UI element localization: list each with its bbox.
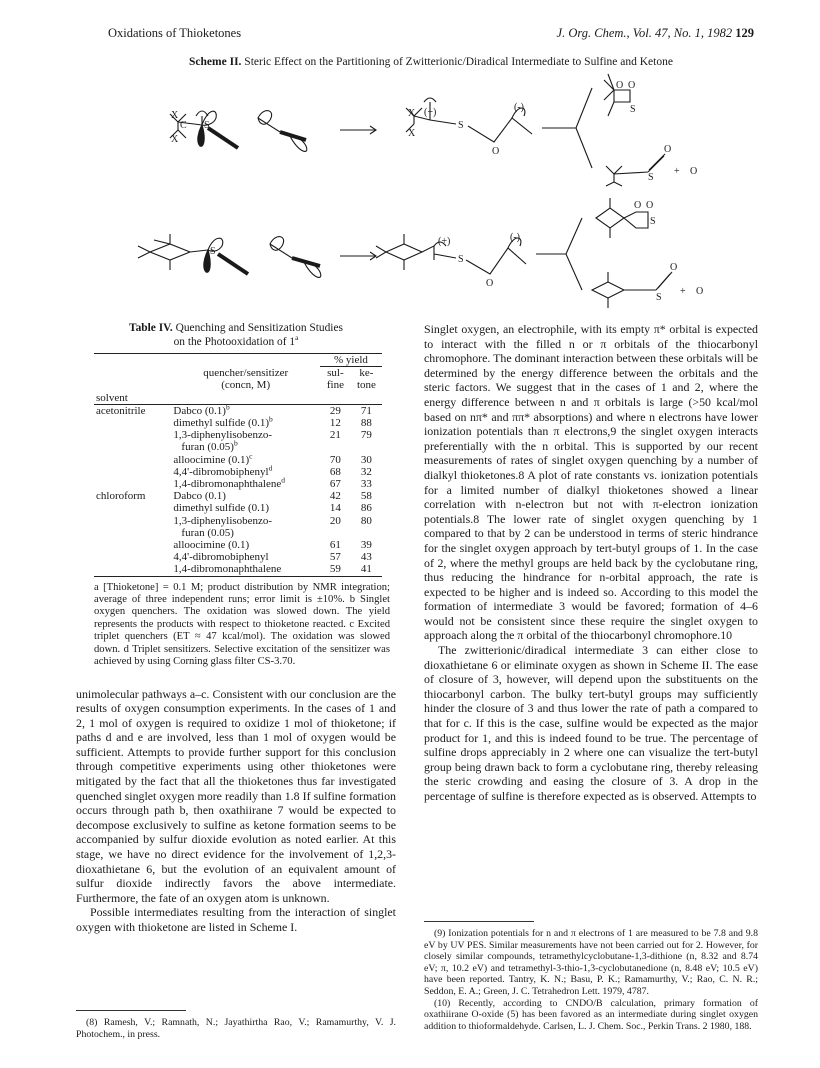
footnotes-left: [76, 1017, 396, 1040]
table-row: [94, 417, 382, 429]
svg-text:O: O: [628, 80, 636, 91]
sulfine-yield-cell: 12: [329, 417, 341, 430]
quencher-cell: 4,4'-dibromobiphenyl: [173, 551, 269, 564]
ketone-yield-cell: 43: [360, 551, 372, 564]
svg-text:X: X: [171, 110, 179, 121]
sulfine-yield-cell: [320, 441, 351, 453]
svg-text:O: O: [616, 80, 624, 91]
svg-text:(+): (+): [424, 107, 437, 118]
table-row: [94, 441, 382, 453]
footnote-marker: c: [249, 450, 253, 460]
table-body: [94, 404, 382, 576]
table-row: [94, 515, 382, 527]
svg-text:S: S: [204, 120, 210, 131]
solvent-cell: [94, 454, 171, 466]
row2-reactant-structure: [138, 234, 208, 270]
ketone-yield-cell: [351, 527, 382, 539]
quencher-cell: Dabco (0.1): [173, 490, 226, 503]
row1-branch-lines: [542, 88, 592, 168]
quencher-cell: Dabco $(0.1)^b$: [173, 402, 230, 417]
table-label: Table IV.: [129, 322, 173, 334]
sulfine-yield-cell: 68: [329, 465, 341, 478]
solvent-cell: [94, 515, 171, 527]
svg-text:S: S: [630, 104, 636, 115]
quencher-cell: furan $(0.05)^b$: [181, 438, 238, 454]
svg-text:O: O: [634, 200, 642, 211]
left-column: [76, 322, 396, 935]
svg-text:(-): (-): [510, 232, 520, 243]
quencher-cell: 1,4-dibromonaphthalene$^d$: [173, 475, 285, 491]
sulfine-yield-cell: 29: [329, 404, 341, 417]
scheme-label: Scheme II.: [189, 56, 242, 68]
footnote-9: (9) Ionization potentials for n and π electrons of 1 are measured to be 7.8 and 9.8 eV by UV PES. Similar measurements have not been carried out for 2. However, for closely similar compounds, tetramethylcyclobutane-1,3-dithione (n, 8.32 and 8.74 eV; π, 10.2 eV) and tetramethyl-3-thio-1,3-cyclobutanedione (n, 8.48 eV; 10.5 eV) have been reported. Tantry, K. N.; Basu, P. K.; Ramamurthy, V.; Rao, C. N. R.; Seddon, E. A.; Green, J. C. Tetrahedron Lett. 1979, 4787.: [424, 928, 758, 997]
header-quencher: quencher/sensitizer (concn, M): [203, 367, 289, 392]
footnote-rule-right: [424, 921, 534, 922]
ketone-yield-cell: 88: [360, 417, 372, 430]
solvent-cell: acetonitrile: [96, 404, 146, 417]
svg-text:S: S: [656, 292, 662, 303]
row2-arrow: [340, 252, 376, 260]
quencher-cell: dimethyl sulfide (0.1): [173, 502, 270, 515]
header-journal-citation: J. Org. Chem., Vol. 47, No. 1, 1982 129: [556, 26, 754, 40]
quencher-cell: 1,4-dibromonaphthalene: [171, 563, 320, 576]
svg-text:S: S: [650, 216, 656, 227]
table-row: [94, 551, 382, 563]
ketone-yield-cell: 32: [360, 465, 372, 478]
footnote-marker: d: [281, 475, 285, 485]
svg-text:O: O: [492, 146, 500, 157]
svg-text:O: O: [670, 262, 678, 273]
table-row: [94, 527, 382, 539]
ketone-yield-cell: 79: [360, 429, 372, 442]
solvent-cell: [94, 539, 171, 551]
svg-text:X: X: [408, 108, 416, 119]
footnotes-right: [424, 928, 758, 1032]
row2-orbital-lobes: [204, 237, 321, 278]
header-solvent: solvent: [94, 392, 171, 405]
quencher-cell: 4,4'-dibromobiphenyl$^d$: [173, 463, 273, 478]
ketone-yield-cell: 80: [360, 514, 372, 527]
ketone-yield-cell: [351, 441, 382, 453]
ketone-yield-cell: 33: [360, 478, 372, 491]
svg-text:C: C: [180, 120, 187, 131]
footnote-marker: b: [233, 438, 238, 448]
footnote-marker: d: [268, 463, 273, 473]
sulfine-yield-cell: 14: [329, 502, 341, 515]
table-caption: Table IV. Quenching and Sensitization Studies on the Photooxidation of 1$^a$: [129, 322, 343, 348]
ketone-yield-cell: 41: [351, 563, 382, 576]
right-column: [424, 322, 758, 804]
solvent-cell: [94, 441, 171, 453]
row1-labels: [171, 80, 697, 183]
footnote-8: (8) Ramesh, V.; Ramnath, N.; Jayathirtha Rao, V.; Ramamurthy, V. J. Photochem., in press.: [76, 1017, 396, 1040]
quencher-cell: dimethyl sulfide $(0.1)^b$: [173, 414, 273, 430]
table-footnote: a [Thioketone] = 0.1 M; product distribution by NMR integration; average of three independent runs; error limit is ±10%. b Singlet oxygen quenchers. The oxidation was slowed down. The yield represents the products with respect to thioketone reacted. c Excited triplet quenchers (ET ≈ 47 kcal/mol). The oxidation was slowed down. d Triplet sensitizers. Selective excitation of the sensitizer was achieved by using Corning glass filter CS-3.70.: [94, 581, 390, 668]
table-row: [94, 478, 382, 490]
table-row: [94, 466, 382, 478]
sulfine-yield-cell: 57: [329, 551, 341, 564]
quencher-cell: alloocimine $(0.1)^c$: [173, 450, 253, 466]
scheme-caption: [108, 56, 754, 68]
solvent-cell: [94, 502, 171, 514]
solvent-cell: [94, 466, 171, 478]
sulfine-yield-cell: 20: [329, 514, 341, 527]
quencher-cell: 1,3-diphenylisobenzo-: [173, 429, 273, 442]
row1-arrow: [340, 126, 376, 134]
header-ketone: ke- tone: [356, 367, 376, 392]
row1-orbital-lobes: [198, 111, 307, 152]
sulfine-yield-cell: 61: [329, 539, 341, 552]
svg-text:O: O: [486, 278, 494, 289]
sulfine-yield-cell: 42: [329, 490, 341, 503]
ketone-yield-cell: 86: [360, 502, 372, 515]
table-row: [94, 404, 382, 417]
footnote-marker: b: [225, 402, 230, 412]
solvent-cell: [94, 417, 171, 429]
reaction-scheme-diagram: [108, 68, 754, 310]
svg-text:+: +: [674, 166, 680, 177]
left-paragraph-1: unimolecular pathways a–c. Consistent with our conclusion are the results of oxygen consumption experiments. In the cases of 1 and 2, 1 mol of oxygen is required to oxidize 1 mol of thioketone; if paths d and e are involved, less than 1 mol of oxygen would be sufficient. Attempts to provide further support for this conclusion through competitive experiments using other thioketones were mitigated by the fact that all the thioketones thus far investigated quenched singlet oxygen more readily than 1.8 If sulfine formation occurs through path b, then oxathiirane 7 would be expected to decompose exclusively to sulfine as ketone formation seems to be accompanied by sulfur dioxide evolution as noted earlier. At this stage, we have no direct evidence for the involvement of 1,2,3-dioxathietane 6, but the evolution of an equivalent amount of sulfur dioxide indirectly favors the above intermediate. Furthermore, the fate of an oxygen atom is unknown.: [76, 686, 396, 905]
solvent-cell: [94, 478, 171, 490]
header-sulfine: sul- fine: [326, 367, 344, 392]
table-row: [94, 539, 382, 551]
footnote-rule-left: [76, 1010, 186, 1011]
footnote-marker: b: [269, 414, 273, 424]
right-paragraph-1: Singlet oxygen, an electrophile, with its empty π* orbital is expected to interact with the filled n or π orbitals of the thiocarbonyl chromophore. The dominant interaction between these orbitals will be determined by the energy difference between the orbitals and the steric factors. We suggest that in the cases of 1 and 2, where the energy difference between n and π orbitals is large (>50 kcal/mol based on nπ* and ππ* absorptions) and where n electrons have lower ionization potentials than π electrons,9 the singlet oxygen interacts preferentially with the n orbital. This is supported by our recent measurements of rates of singlet oxygen quenching by a number of dialkyl thioketones.8 A plot of rate constants vs. ionization potentials for a limited number of dialkyl thioketones showed a linear correlation with n-electron but not with π-electron ionization potentials.8 The lower rate of singlet oxygen quenching by 1 compared to that by 2 can be understood in terms of steric hindrance for the singlet oxygen approach by tert-butyl groups of 1. In the case of 2, where the methyl groups are held back by the cyclobutane ring, thus reducing the hindrance for n-orbital approach, the rate is expected to be higher and is indeed so. According to this model the formation of intermediate 3 would be favored; formation of 4–6 would not be consistent since these require the singlet oxygen to approach along the π orbital of the thiocarbonyl chromophore.10: [424, 322, 758, 643]
svg-text:S: S: [210, 246, 216, 257]
svg-text:S: S: [458, 254, 464, 265]
scheme-title-text: Steric Effect on the Partitioning of Zwitterionic/Diradical Intermediate to Sulfine and Ketone: [244, 56, 673, 68]
quenching-sensitization-table: [94, 353, 382, 577]
table-row: [94, 454, 382, 466]
header-section-title: Oxidations of Thioketones: [108, 26, 242, 40]
sulfine-yield-cell: [320, 527, 351, 539]
table-row: [94, 563, 382, 576]
sulfine-yield-cell: 59: [320, 563, 351, 576]
ketone-yield-cell: 71: [360, 404, 372, 417]
solvent-cell: chloroform: [96, 490, 146, 503]
footnote-10: (10) Recently, according to CNDO/B calculation, primary formation of oxathiirane O-oxide (5) has been favored as an intermediate during singlet oxygen addition to thioformaldehyde. Carlsen, L. J. Chem. Soc., Perkin Trans. 2 1980, 188.: [424, 997, 758, 1032]
quencher-cell: 1,3-diphenylisobenzo-: [173, 514, 273, 527]
ketone-yield-cell: 30: [360, 453, 372, 466]
table-row: [94, 502, 382, 514]
svg-text:X: X: [171, 134, 179, 145]
sulfine-yield-cell: 21: [329, 429, 341, 442]
svg-text:(-): (-): [514, 102, 524, 113]
solvent-cell: [94, 563, 171, 576]
solvent-cell: [94, 429, 171, 441]
quencher-cell: furan (0.05): [181, 526, 234, 539]
svg-text:S: S: [648, 172, 654, 183]
row2-branch-lines: [536, 218, 582, 290]
row2-intermediate-structure: [376, 234, 526, 274]
header-yield: % yield: [320, 354, 382, 367]
left-paragraph-2: Possible intermediates resulting from the interaction of singlet oxygen with thioketone are listed in Scheme I.: [76, 905, 396, 934]
sulfine-yield-cell: 70: [329, 453, 341, 466]
right-paragraph-2: The zwitterionic/diradical intermediate 3 can either close to dioxathietane 6 or eliminate oxygen as shown in Scheme II. The ease of closure of 3, however, will depend upon the substituents on the thiocarbonyl carbon. The bulky tert-butyl groups may sufficiently hinder the closure of 3 and thus lower the rate of path a compared to that for c. If this is the case, sulfine would be expected as the major product for 1, and this is indeed found to be true. The percentage of sulfine drops appreciably in 2 where one can visualize the tert-butyl group being drawn back to form a cyclobutane ring, thereby releasing the steric crowding and easing the closure of 3. A drop in the percentage of sulfine is therefore expected as is observed. Attempts to: [424, 643, 758, 803]
svg-text:O: O: [646, 200, 654, 211]
svg-text:O: O: [690, 166, 698, 177]
sulfine-yield-cell: 67: [329, 478, 341, 491]
solvent-cell: [94, 551, 171, 563]
svg-text:O: O: [664, 144, 672, 155]
svg-text:(+): (+): [438, 236, 451, 247]
quencher-cell: alloocimine (0.1): [173, 539, 250, 552]
row1-sulfine-product: [606, 154, 665, 186]
ketone-yield-cell: 39: [360, 539, 372, 552]
table-row: [94, 429, 382, 441]
ketone-yield-cell: 58: [360, 490, 372, 503]
svg-text:X: X: [408, 128, 416, 139]
svg-text:+: +: [680, 286, 686, 297]
svg-text:O: O: [696, 286, 704, 297]
page-number: 129: [735, 26, 754, 40]
table-row: [94, 490, 382, 502]
svg-text:S: S: [458, 120, 464, 131]
solvent-cell: [94, 527, 171, 539]
